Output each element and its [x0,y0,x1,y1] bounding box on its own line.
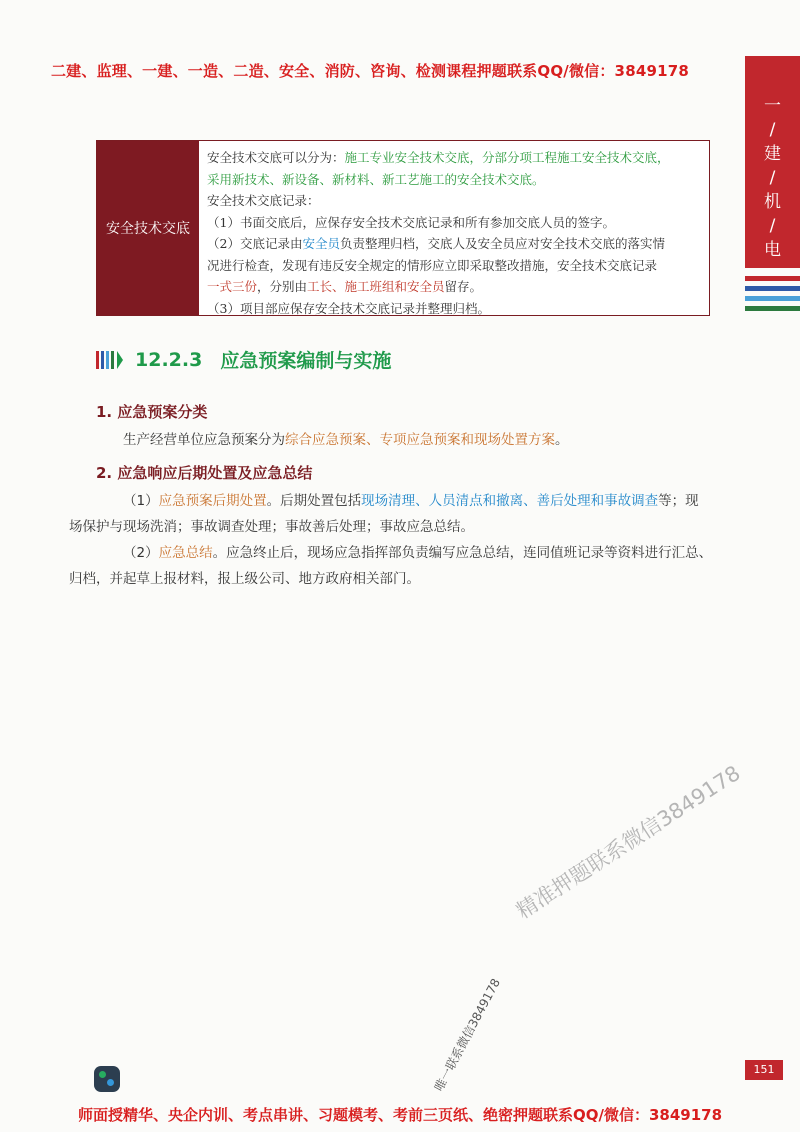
text-span: 场保护与现场洗消；事故调查处理；事故善后处理；事故应急总结。 [69,519,474,535]
table-line: 况进行检查，发现有违反安全规定的情形应立即采取整改措施，安全技术交底记录 [207,257,658,273]
table-line: 安全技术交底记录： [207,193,320,208]
table-line [207,233,701,255]
app-logo-icon [94,1066,120,1092]
side-tab-char: / [769,168,776,188]
paragraph-2 [69,488,716,540]
table-line: 采用新技术、新设备、新材料、新工艺施工的安全技术交底。 [207,171,545,187]
stripe-blue [745,286,800,291]
paragraph-1 [96,427,716,453]
subheading-2: 2. 应急响应后期处置及应急总结 [96,464,313,482]
side-tab-char: 一 [764,96,781,116]
highlight-orange: 综合应急预案、专项应急预案和现场处置方案 [285,432,555,448]
stripe-lightblue [745,296,800,301]
text-span: 。 [555,432,569,448]
text-span: 等；现 [658,493,699,509]
table-line: （3）项目部应保存安全技术交底记录并整理归档。 [207,300,490,316]
table-header-cell: 安全技术交底 [97,141,199,315]
side-tab-char: / [769,216,776,236]
table-content-cell [199,141,709,315]
highlight-red: 工长、施工班组和安全员 [307,279,445,294]
highlight-red: 一式三份 [207,279,258,294]
text-span: 。应急终止后，现场应急指挥部负责编写应急总结，连同值班记录等资料进行汇总、 [212,545,713,561]
chapter-side-tab [745,56,800,268]
side-color-stripes [745,276,800,316]
watermark-main: 精准押题联系微信3849178 [512,760,745,924]
text-span: 留存。 [444,279,483,294]
highlight-orange: 应急预案后期处置 [158,493,267,509]
text-span: （1） [123,493,159,509]
text-span: （2） [123,545,159,561]
paragraph-3 [69,540,716,592]
text-span: ，分别由 [257,279,308,294]
section-bars-icon [96,351,125,369]
table-line [207,276,701,298]
text-span: 安全技术交底可以分为： [207,150,345,165]
section-title: 应急预案编制与实施 [220,350,392,372]
highlight-blue: 安全员 [302,236,340,251]
watermark-small: 唯一联系微信3849178 [431,976,504,1094]
stripe-red [745,276,800,281]
section-number: 12.2.3 [135,348,203,371]
table-line: （1）书面交底后，应保存安全技术交底记录和所有参加交底人员的签字。 [207,214,615,230]
stripe-green [745,306,800,311]
table-line [207,147,701,169]
text-span: 归档，并起草上报材料，报上级公司、地方政府相关部门。 [69,571,420,587]
side-tab-char: 机 [764,192,781,212]
highlight-green: 施工专业安全技术交底，分部分项工程施工安全技术交底， [344,150,670,165]
bottom-promo-banner: 师面授精华、央企内训、考点串讲、习题模考、考前三页纸、绝密押题联系QQ/微信：3849178 [77,1106,723,1124]
text-span: （2）交底记录由 [207,236,303,251]
subheading-1: 1. 应急预案分类 [96,403,208,421]
highlight-blue: 现场清理、人员清点和撤离、善后处理和事故调查 [361,493,659,509]
side-tab-char: / [769,120,776,140]
text-span: 生产经营单位应急预案分为 [123,432,285,448]
text-span: 负责整理归档，交底人及安全员应对安全技术交底的落实情 [339,236,665,251]
top-promo-banner: 二建、监理、一建、一造、二造、安全、消防、咨询、检测课程押题联系QQ/微信：3849178 [50,62,690,80]
side-tab-char: 建 [764,144,781,164]
text-span: 。后期处置包括 [266,493,362,509]
section-heading [96,346,391,373]
highlight-orange: 应急总结 [158,545,213,561]
safety-disclosure-table [96,140,710,316]
side-tab-char: 电 [764,240,781,260]
page-number: 151 [745,1060,783,1080]
